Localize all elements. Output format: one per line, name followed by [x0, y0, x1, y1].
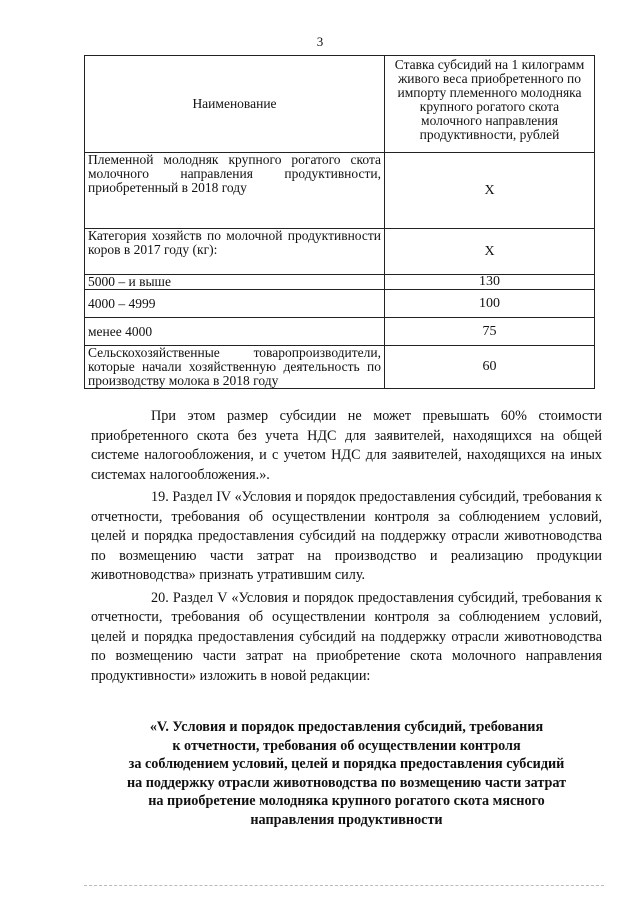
body-text: [91, 407, 602, 686]
section-heading-line: к отчетности, требования об осуществлении контроля: [172, 737, 521, 754]
row-value-cell: Х: [385, 229, 595, 275]
row-value-cell: 75: [385, 318, 595, 346]
row-value-cell: Х: [385, 153, 595, 229]
section-heading-line: за соблюдением условий, целей и порядка предоставления субсидий: [128, 756, 565, 772]
subsidy-rate-table: [84, 55, 595, 389]
table-row: [85, 153, 595, 229]
row-name-cell: менее 4000: [85, 318, 385, 346]
row-name-cell: 5000 – и выше: [85, 275, 385, 290]
row-value-cell: 130: [385, 275, 595, 290]
section-heading-line: на приобретение молодняка крупного рогатого скота мясного: [148, 793, 545, 809]
section-heading: [91, 718, 602, 829]
paragraph-item-20: 20. Раздел V «Условия и порядок предоставления субсидий, требования к отчетности, требования об осуществлении контроля за соблюдением условий, целей и порядка предоставления субсидий на поддержку отрасли животноводства по возмещению части затрат на приобретение скота молочного направления продуктивности» изложить в новой редакции:: [91, 589, 602, 684]
row-name-cell: Сельскохозяйственные товаропроизводители, которые начали хозяйственную деятельность по производству молока в 2018 году: [85, 346, 385, 389]
row-name-cell: Категория хозяйств по молочной продуктивности коров в 2017 году (кг):: [85, 229, 385, 275]
table-row: [85, 229, 595, 275]
row-name-cell: 4000 – 4999: [85, 290, 385, 318]
row-value-cell: 100: [385, 290, 595, 318]
table-header-row: [85, 56, 595, 153]
row-value-cell: 60: [385, 346, 595, 389]
section-heading-line: на поддержку отрасли животноводства по возмещению части затрат: [126, 774, 567, 791]
section-heading-line: направления продуктивности: [250, 811, 443, 828]
table-row: [85, 346, 595, 389]
table-row: [85, 290, 595, 318]
table-row: [85, 275, 595, 290]
paragraph-vat-note: При этом размер субсидии не может превышать 60% стоимости приобретенного скота без учета НДС для заявителей, находящихся на общей системе налогообложения, и с учетом НДС для заявителей, находящихся на иных системах налогообложения.».: [91, 408, 602, 483]
scan-bottom-divider: [84, 885, 604, 886]
paragraph-item-19: 19. Раздел IV «Условия и порядок предоставления субсидий, требования к отчетности, требования об осуществлении контроля за соблюдением условий, целей и порядка предоставления субсидий на поддержку отрасли животноводства по возмещению части затрат на производство и реализацию продукции животноводства» признать утратившим силу.: [91, 489, 602, 583]
page-number: 3: [316, 34, 324, 49]
header-name-cell: Наименование: [85, 56, 385, 153]
section-heading-line: «V. Условия и порядок предоставления субсидий, требования: [149, 719, 544, 735]
header-rate-cell: Ставка субсидий на 1 килограмм живого веса приобретенного по импорту племенного молодняка крупного рогатого скота молочного направления продуктивности, рублей: [385, 56, 595, 153]
table-row: [85, 318, 595, 346]
row-name-cell: Племенной молодняк крупного рогатого скота молочного направления продуктивности, приобретенный в 2018 году: [85, 153, 385, 229]
